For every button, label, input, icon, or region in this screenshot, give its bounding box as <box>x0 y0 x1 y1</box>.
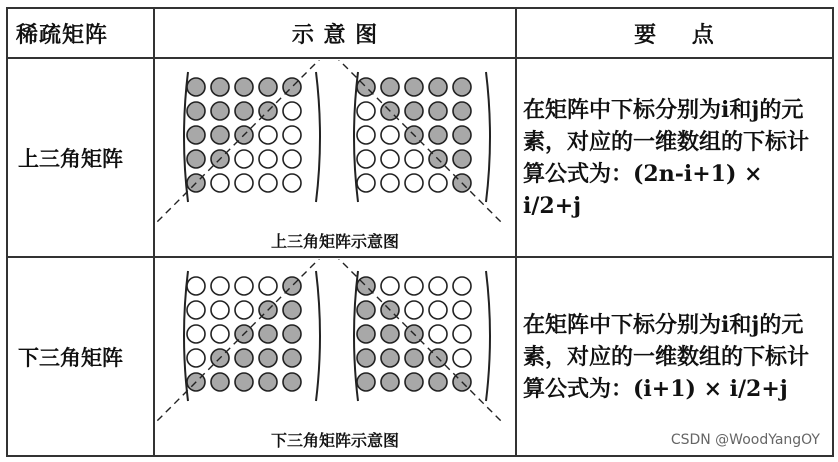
filled-element <box>235 373 253 391</box>
empty-element <box>429 277 447 295</box>
empty-element <box>259 150 277 168</box>
filled-element <box>283 349 301 367</box>
filled-element <box>357 373 375 391</box>
filled-element <box>405 78 423 96</box>
header-points: 要 点 <box>516 8 833 58</box>
sparse-matrix-table <box>6 7 834 457</box>
empty-element <box>211 277 229 295</box>
upper-triangular-diagram <box>154 58 516 257</box>
empty-element <box>381 150 399 168</box>
matrix-type-lower: 下三角矩阵 <box>7 257 154 456</box>
filled-element <box>381 373 399 391</box>
filled-element <box>259 325 277 343</box>
filled-element <box>187 126 205 144</box>
upper-diagram-svg <box>156 60 514 255</box>
right-bracket <box>486 271 490 401</box>
empty-element <box>259 277 277 295</box>
empty-element <box>187 301 205 319</box>
table-row <box>7 58 833 257</box>
empty-element <box>429 301 447 319</box>
filled-element <box>453 126 471 144</box>
header-diagram: 示 意 图 <box>154 8 516 58</box>
filled-element <box>283 325 301 343</box>
filled-element <box>429 102 447 120</box>
empty-element <box>381 277 399 295</box>
filled-element <box>187 78 205 96</box>
right-bracket <box>486 72 490 202</box>
empty-element <box>211 325 229 343</box>
filled-element <box>235 78 253 96</box>
filled-element <box>283 301 301 319</box>
filled-element <box>453 150 471 168</box>
empty-element <box>187 349 205 367</box>
filled-element <box>187 102 205 120</box>
header-row <box>7 8 833 58</box>
lower-triangular-diagram <box>154 257 516 456</box>
filled-element <box>211 373 229 391</box>
watermark: CSDN @WoodYangOY <box>670 432 820 448</box>
empty-element <box>357 150 375 168</box>
filled-element <box>211 126 229 144</box>
filled-element <box>211 102 229 120</box>
empty-element <box>235 174 253 192</box>
empty-element <box>357 126 375 144</box>
empty-element <box>283 102 301 120</box>
filled-element <box>259 349 277 367</box>
filled-element <box>453 78 471 96</box>
lower-diagram-svg <box>156 259 514 454</box>
empty-element <box>381 126 399 144</box>
filled-element <box>259 78 277 96</box>
filled-element <box>187 150 205 168</box>
filled-element <box>405 373 423 391</box>
empty-element <box>357 102 375 120</box>
empty-element <box>405 301 423 319</box>
empty-element <box>259 126 277 144</box>
header-type: 稀疏矩阵 <box>7 8 154 58</box>
filled-element <box>211 78 229 96</box>
filled-element <box>357 301 375 319</box>
empty-element <box>405 277 423 295</box>
filled-element <box>235 102 253 120</box>
empty-element <box>211 301 229 319</box>
empty-element <box>259 174 277 192</box>
filled-element <box>453 102 471 120</box>
empty-element <box>187 277 205 295</box>
empty-element <box>211 174 229 192</box>
diagram-caption: 下三角矩阵示意图 <box>270 431 400 450</box>
empty-element <box>283 174 301 192</box>
filled-element <box>357 325 375 343</box>
filled-element <box>381 78 399 96</box>
empty-element <box>453 349 471 367</box>
empty-element <box>235 150 253 168</box>
empty-element <box>453 277 471 295</box>
empty-element <box>187 325 205 343</box>
description-lower: 在矩阵中下标分别为i和j的元素，对应的一维数组的下标计算公式为：(i+1) × i/2+j <box>516 257 833 456</box>
filled-element <box>357 349 375 367</box>
filled-element <box>405 349 423 367</box>
diagram-caption: 上三角矩阵示意图 <box>270 232 400 251</box>
matrix-type-upper: 上三角矩阵 <box>7 58 154 257</box>
empty-element <box>357 174 375 192</box>
empty-element <box>429 325 447 343</box>
description-upper: 在矩阵中下标分别为i和j的元素，对应的一维数组的下标计算公式为：(2n-i+1) × i/2+j <box>516 58 833 257</box>
filled-element <box>429 126 447 144</box>
right-bracket <box>316 72 320 202</box>
empty-element <box>453 301 471 319</box>
empty-element <box>235 301 253 319</box>
empty-element <box>283 150 301 168</box>
empty-element <box>381 174 399 192</box>
table-row <box>7 257 833 456</box>
filled-element <box>259 373 277 391</box>
filled-element <box>429 78 447 96</box>
right-bracket <box>316 271 320 401</box>
filled-element <box>235 349 253 367</box>
empty-element <box>283 126 301 144</box>
filled-element <box>381 349 399 367</box>
filled-element <box>283 373 301 391</box>
empty-element <box>453 325 471 343</box>
empty-element <box>235 277 253 295</box>
empty-element <box>405 174 423 192</box>
empty-element <box>405 150 423 168</box>
empty-element <box>429 174 447 192</box>
filled-element <box>381 325 399 343</box>
filled-element <box>429 373 447 391</box>
filled-element <box>405 102 423 120</box>
